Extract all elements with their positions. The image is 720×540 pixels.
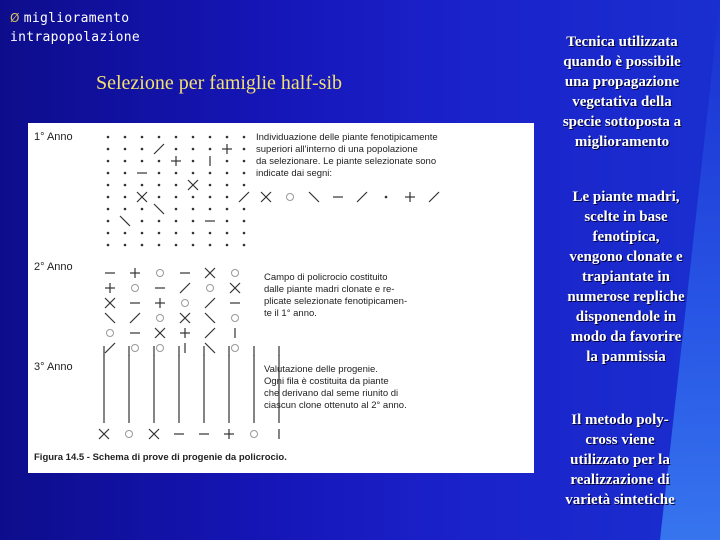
plant-dot — [226, 184, 229, 187]
paragraph-line: Tecnica utilizzata — [566, 34, 678, 50]
paragraph-line: vengono clonate e — [569, 249, 683, 265]
paragraph-line: vegetativa della — [572, 94, 672, 110]
year2-text-line: te il 1° anno. — [264, 308, 317, 319]
slash-mark — [130, 313, 140, 323]
plant-dot — [226, 172, 229, 175]
plant-dot — [158, 172, 161, 175]
plant-dot — [226, 232, 229, 235]
plant-dot — [158, 220, 161, 223]
plant-dot — [124, 148, 127, 151]
year1-text-line: da selezionare. Le piante selezionate sono — [256, 156, 437, 167]
plant-dot — [124, 196, 127, 199]
paragraph-line: specie sottoposta a — [562, 114, 682, 130]
slash-mark — [357, 192, 367, 202]
plant-dot — [158, 184, 161, 187]
plant-dot — [158, 136, 161, 139]
plant-dot — [124, 172, 127, 175]
plant-dot — [107, 172, 110, 175]
plant-dot — [141, 148, 144, 151]
plant-dot — [209, 172, 212, 175]
backslash-mark — [120, 216, 130, 226]
backslash-mark — [309, 192, 319, 202]
plant-dot — [175, 196, 178, 199]
plant-dot — [175, 244, 178, 247]
paragraph-line: Il metodo poly- — [571, 412, 669, 428]
plant-dot — [141, 184, 144, 187]
figure-caption: Figura 14.5 - Schema di prove di progenie da policrocio. — [34, 452, 287, 463]
plant-dot — [243, 148, 246, 151]
paragraph-line: miglioramento — [574, 134, 670, 150]
plant-dot — [243, 208, 246, 211]
year1-text-line: indicate dai segni: — [256, 168, 333, 179]
slash-mark — [180, 283, 190, 293]
paragraph-technique — [542, 32, 702, 152]
backslash-mark — [205, 313, 215, 323]
paragraph-line: modo da favorire — [570, 329, 682, 345]
faint-mark — [107, 330, 114, 337]
year3-label: 3° Anno — [34, 361, 73, 373]
plant-dot — [175, 208, 178, 211]
paragraph-line: trapiantate in — [582, 269, 670, 285]
paragraph-polycross-method — [548, 410, 692, 510]
plant-dot — [124, 232, 127, 235]
plant-dot — [385, 196, 388, 199]
paragraph-line: disponendole in — [575, 309, 677, 325]
faint-mark — [207, 285, 214, 292]
plant-dot — [192, 172, 195, 175]
plant-dot — [243, 172, 246, 175]
faint-mark — [232, 270, 239, 277]
plant-dot — [243, 244, 246, 247]
year2-polycross-field — [105, 268, 240, 353]
paragraph-line: realizzazione di — [570, 472, 670, 488]
plant-dot — [209, 148, 212, 151]
year1-description — [256, 132, 438, 179]
plant-dot — [192, 244, 195, 247]
plant-dot — [124, 184, 127, 187]
section-header — [10, 9, 140, 47]
paragraph-line: utilizzato per la — [570, 452, 670, 468]
plant-dot — [192, 220, 195, 223]
plant-dot — [124, 136, 127, 139]
paragraph-mother-plants — [548, 187, 704, 367]
plant-dot — [175, 184, 178, 187]
plant-dot — [192, 232, 195, 235]
backslash-mark — [154, 204, 164, 214]
header-line-2: intrapopolazione — [10, 30, 141, 45]
faint-mark — [251, 431, 258, 438]
faint-mark — [157, 345, 164, 352]
slash-mark — [154, 144, 164, 154]
plant-dot — [175, 136, 178, 139]
paragraph-line: numerose repliche — [567, 289, 685, 305]
year3-text-line: che derivano dal seme riunito di — [264, 388, 399, 399]
year2-text-line: plicate selezionate fenotipicamen- — [264, 296, 408, 307]
backslash-mark — [105, 313, 115, 323]
plant-dot — [141, 232, 144, 235]
plant-dot — [209, 136, 212, 139]
faint-mark — [232, 315, 239, 322]
faint-mark — [132, 345, 139, 352]
plant-dot — [226, 160, 229, 163]
paragraph-line: scelte in base — [584, 209, 668, 225]
faint-mark — [287, 194, 294, 201]
plant-dot — [141, 208, 144, 211]
slash-mark — [205, 328, 215, 338]
plant-dot — [226, 208, 229, 211]
plant-dot — [158, 232, 161, 235]
plant-dot — [158, 244, 161, 247]
plant-dot — [192, 208, 195, 211]
year1-text-line: superiori all'interno di una popolazione — [256, 144, 418, 155]
year1-label: 1° Anno — [34, 131, 73, 143]
faint-mark — [182, 300, 189, 307]
plant-dot — [141, 220, 144, 223]
plant-dot — [107, 160, 110, 163]
figure-svg — [28, 123, 534, 473]
year2-text-line: Campo di policrocio costituito — [264, 272, 388, 283]
selection-symbols-legend — [261, 192, 439, 202]
faint-mark — [157, 270, 164, 277]
faint-mark — [232, 345, 239, 352]
plant-dot — [141, 136, 144, 139]
paragraph-line: Le piante madri, — [572, 189, 680, 205]
faint-mark — [132, 285, 139, 292]
plant-dot — [192, 148, 195, 151]
plant-dot — [107, 136, 110, 139]
plant-dot — [107, 244, 110, 247]
plant-dot — [107, 196, 110, 199]
slide-subtitle: Selezione per famiglie half-sib — [96, 72, 343, 94]
plant-dot — [243, 232, 246, 235]
plant-dot — [175, 232, 178, 235]
plant-dot — [209, 196, 212, 199]
plant-dot — [107, 148, 110, 151]
plant-dot — [175, 148, 178, 151]
paragraph-line: la panmissia — [586, 349, 666, 365]
slash-mark — [205, 298, 215, 308]
paragraph-line: una propagazione — [564, 74, 680, 90]
plant-dot — [243, 184, 246, 187]
year1-plant-grid — [107, 136, 249, 247]
plant-dot — [226, 244, 229, 247]
plant-dot — [243, 160, 246, 163]
year3-text-line: ciascun clone ottenuto al 2° anno. — [264, 400, 407, 411]
year2-text-line: dalle piante madri clonate e re- — [264, 284, 395, 295]
plant-dot — [141, 244, 144, 247]
plant-dot — [209, 244, 212, 247]
faint-mark — [126, 431, 133, 438]
plant-dot — [124, 208, 127, 211]
plant-dot — [243, 136, 246, 139]
plant-dot — [107, 220, 110, 223]
paragraph-line: varietà sintetiche — [565, 492, 675, 508]
plant-dot — [141, 160, 144, 163]
backslash-mark — [205, 343, 215, 353]
plant-dot — [226, 136, 229, 139]
plant-dot — [107, 184, 110, 187]
year1-text-line: Individuazione delle piante fenotipicamente — [256, 132, 438, 143]
plant-dot — [192, 196, 195, 199]
paragraph-line: fenotipica, — [592, 229, 660, 245]
polycross-figure — [28, 123, 534, 473]
year3-description — [264, 364, 407, 411]
plant-dot — [124, 244, 127, 247]
plant-dot — [209, 232, 212, 235]
year3-text-line: Valutazione delle progenie. — [264, 364, 378, 375]
plant-dot — [175, 220, 178, 223]
year2-description — [264, 272, 407, 319]
slash-mark — [105, 343, 115, 353]
faint-mark — [157, 315, 164, 322]
plant-dot — [209, 208, 212, 211]
plant-dot — [107, 232, 110, 235]
header-line-1: miglioramento — [23, 11, 130, 26]
year2-label: 2° Anno — [34, 261, 73, 273]
plant-dot — [192, 160, 195, 163]
slash-mark — [239, 192, 249, 202]
arrow-bullet-icon: Ø — [10, 11, 20, 25]
plant-dot — [226, 196, 229, 199]
plant-dot — [243, 220, 246, 223]
plant-dot — [158, 196, 161, 199]
plant-dot — [192, 136, 195, 139]
plant-dot — [158, 160, 161, 163]
paragraph-line: cross viene — [585, 432, 655, 448]
plant-dot — [124, 160, 127, 163]
plant-dot — [209, 184, 212, 187]
slash-mark — [429, 192, 439, 202]
paragraph-line: quando è possibile — [563, 54, 681, 70]
plant-dot — [107, 208, 110, 211]
plant-dot — [226, 220, 229, 223]
plant-dot — [175, 172, 178, 175]
year3-progeny-rows — [99, 346, 279, 439]
year3-text-line: Ogni fila è costituita da piante — [264, 376, 389, 387]
